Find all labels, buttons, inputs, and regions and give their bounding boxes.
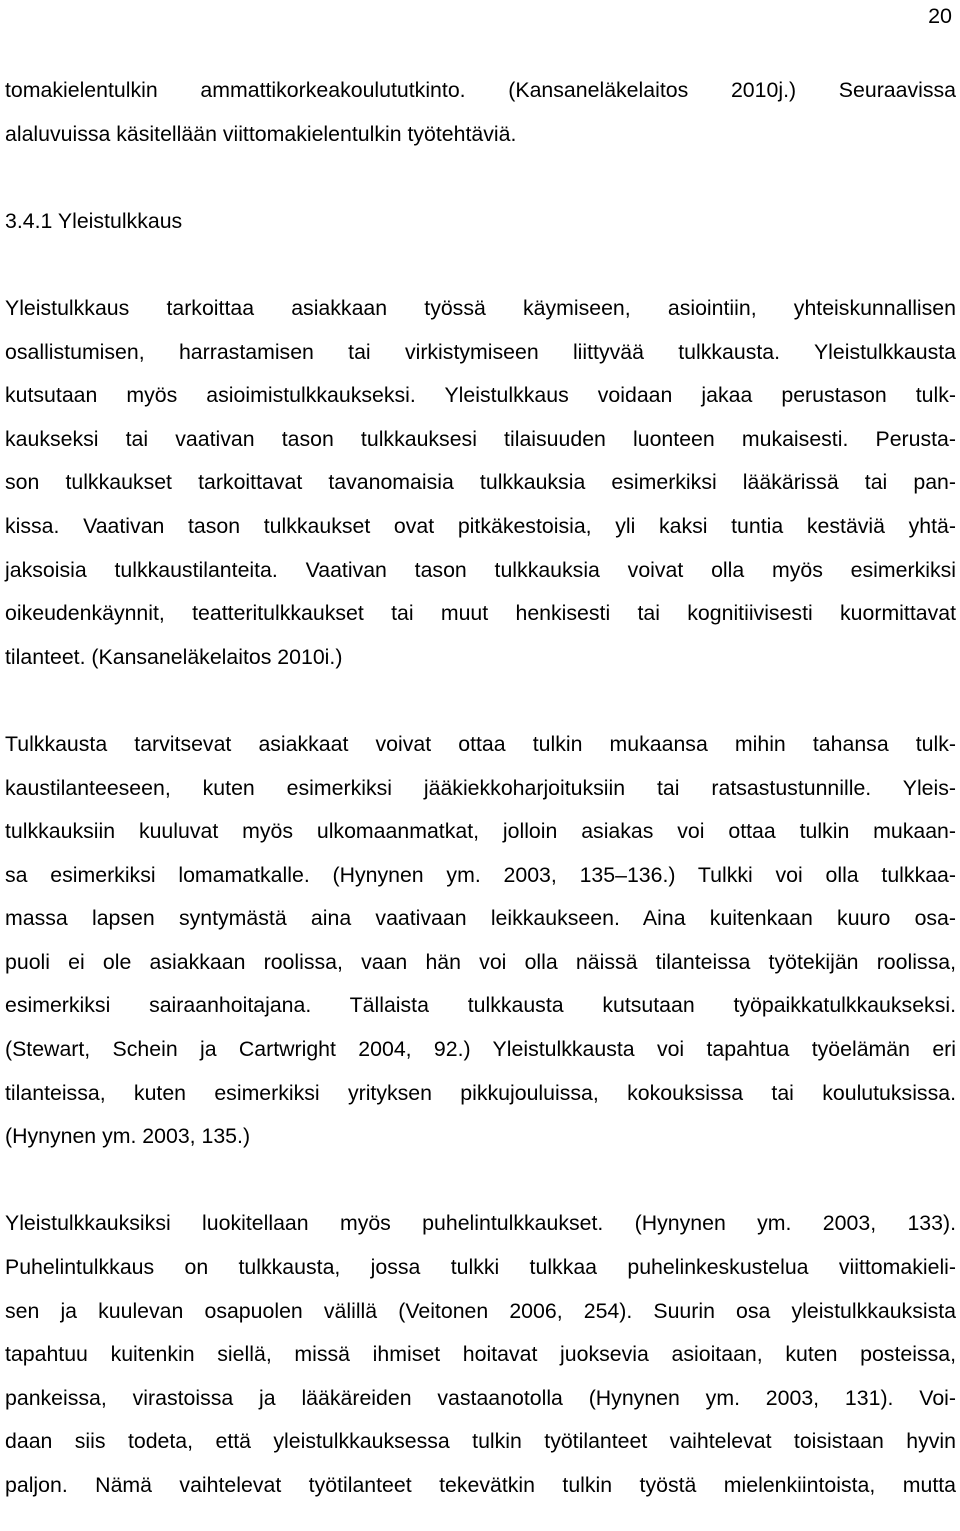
paragraph <box>5 1202 956 1507</box>
text-line: (Hynynen ym. 2003, 135.) <box>5 1124 251 1149</box>
paragraph-spacer <box>5 156 956 200</box>
text-line: esimerkiksi sairaanhoitajana. Tällaista tulkkausta kutsutaan työpaikkatulkkaukseksi. <box>5 993 956 1018</box>
text-line: Puhelintulkkaus on tulkkausta, jossa tulkki tulkkaa puhelinkeskustelua viittomakieli- <box>5 1255 956 1280</box>
text-line: Yleistulkkauksiksi luokitellaan myös puhelintulkkaukset. (Hynynen ym. 2003, 133). <box>5 1211 956 1236</box>
text-line: massa lapsen syntymästä aina vaativaan leikkaukseen. Aina kuitenkaan kuuro osa- <box>5 906 956 931</box>
paragraph <box>5 287 956 679</box>
heading-text: 3.4.1 Yleistulkkaus <box>5 208 183 233</box>
text-line: kissa. Vaativan tason tulkkaukset ovat pitkäkestoisia, yli kaksi tuntia kestäviä yhtä- <box>5 513 956 538</box>
text-line: son tulkkaukset tarkoittavat tavanomaisia tulkkauksia esimerkiksi lääkärissä tai pan- <box>5 470 956 495</box>
text-line: Tulkkausta tarvitsevat asiakkaat voivat ottaa tulkin mukaansa mihin tahansa tulk- <box>5 731 956 756</box>
text-line: sen ja kuulevan osapuolen välillä (Veitonen 2006, 254). Suurin osa yleistulkkauksista <box>5 1298 956 1323</box>
paragraph-spacer <box>5 243 956 287</box>
section-heading <box>5 200 956 244</box>
text-line: tapahtuu kuitenkin siellä, missä ihmiset hoitavat juoksevia asioitaan, kuten posteissa, <box>5 1342 956 1367</box>
text-line: Yleistulkkaus tarkoittaa asiakkaan työssä käymiseen, asiointiin, yhteiskunnallisen <box>5 295 956 320</box>
text-line: kutsutaan myös asioimistulkkaukseksi. Yleistulkkaus voidaan jakaa perustason tulk- <box>5 383 956 408</box>
paragraph-spacer <box>5 1159 956 1203</box>
text-line: tulkkauksiin kuuluvat myös ulkomaanmatkat, jolloin asiakas voi ottaa tulkin mukaan- <box>5 819 956 844</box>
document-body <box>5 69 956 1508</box>
page-number: 20 <box>928 4 952 28</box>
text-line: kaustilanteeseen, kuten esimerkiksi jääkiekkoharjoituksiin tai ratsastustunnille. Yleis- <box>5 775 956 800</box>
text-line: alaluvuissa käsitellään viittomakielentulkin työtehtäviä. <box>5 121 517 146</box>
text-line: paljon. Nämä vaihtelevat työtilanteet tekevätkin tulkin työstä mielenkiintoista, mutta <box>5 1473 956 1497</box>
text-line: pankeissa, virastoissa ja lääkäreiden vastaanotolla (Hynynen ym. 2003, 131). Voi- <box>5 1385 956 1410</box>
text-line: daan siis todeta, että yleistulkkauksessa tulkin työtilanteet vaihtelevat toisistaan hyvin <box>5 1429 956 1454</box>
text-line: (Stewart, Schein ja Cartwright 2004, 92.) Yleistulkkausta voi tapahtua työelämän eri <box>5 1037 956 1062</box>
text-line: tilanteet. (Kansaneläkelaitos 2010i.) <box>5 644 343 669</box>
text-line: osallistumisen, harrastamisen tai virkistymiseen liittyvää tulkkausta. Yleistulkkausta <box>5 339 956 364</box>
paragraph-spacer <box>5 679 956 723</box>
paragraph <box>5 69 956 156</box>
text-line: kaukseksi tai vaativan tason tulkkauksesi tilaisuuden luonteen mukaisesti. Perusta- <box>5 426 956 451</box>
paragraph <box>5 723 956 1159</box>
text-line: oikeudenkäynnit, teatteritulkkaukset tai muut henkisesti tai kognitiivisesti kuormittavat <box>5 601 956 626</box>
text-line: tilanteissa, kuten esimerkiksi yrityksen pikkujouluissa, kokouksissa tai koulutuksissa. <box>5 1080 956 1105</box>
text-line: sa esimerkiksi lomamatkalle. (Hynynen ym. 2003, 135–136.) Tulkki voi olla tulkkaa- <box>5 862 956 887</box>
text-line: tomakielentulkin ammattikorkeakoulututkinto. (Kansaneläkelaitos 2010j.) Seuraavissa <box>5 78 956 102</box>
text-line: jaksoisia tulkkaustilanteita. Vaativan tason tulkkauksia voivat olla myös esimerkiksi <box>5 557 956 582</box>
text-line: puoli ei ole asiakkaan roolissa, vaan hän voi olla näissä tilanteissa työtekijän roolissa, <box>5 949 956 974</box>
